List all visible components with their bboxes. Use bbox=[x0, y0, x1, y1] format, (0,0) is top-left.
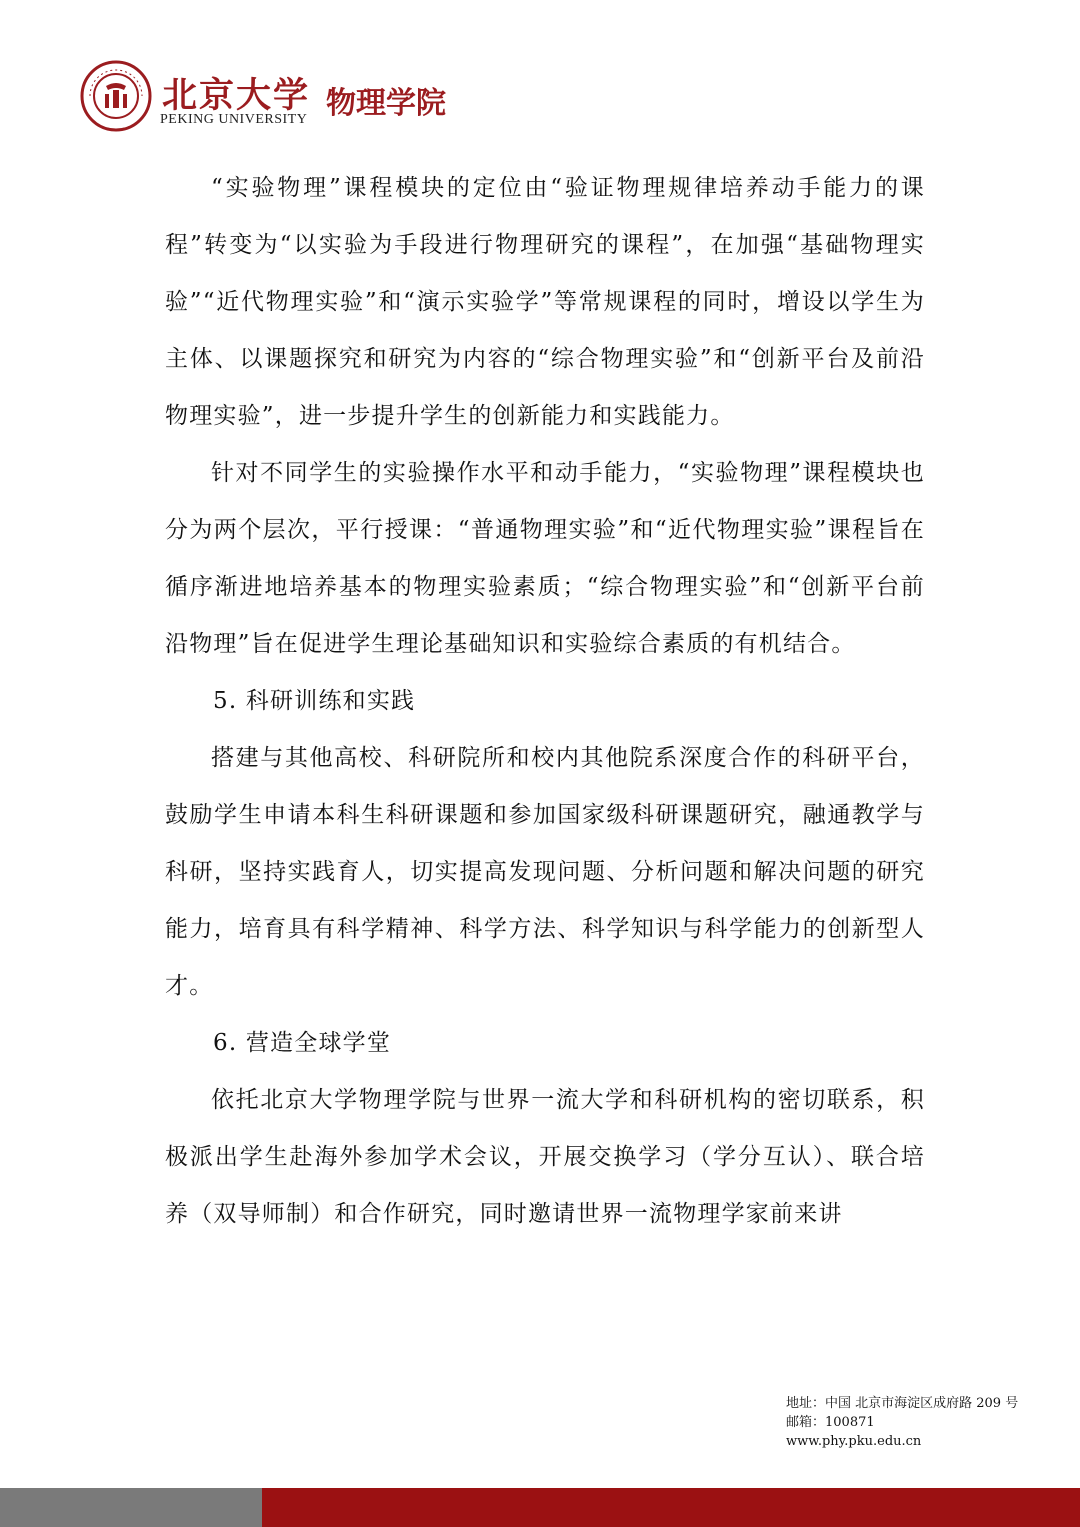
footer-bar-red bbox=[262, 1488, 1080, 1527]
department-name: 物理学院 bbox=[326, 86, 446, 121]
university-name-en: PEKING UNIVERSITY bbox=[160, 112, 308, 127]
paragraph: “实验物理”课程模块的定位由“验证物理规律培养动手能力的课程”转变为“以实验为手段进行物理研究的课程”，在加强“基础物理实验”“近代物理实验”和“演示实验学”等常规课程的同时，增设以学生为主体、以课题探究和研究为内容的“综合物理实验”和“创新平台及前沿物理实验”，进一步提升学生的创新能力和实践能力。 bbox=[165, 175, 925, 429]
footer-website: www.phy.pku.edu.cn bbox=[786, 1434, 922, 1449]
document-body bbox=[165, 160, 925, 1243]
footer-postcode: 邮箱：100871 bbox=[786, 1415, 875, 1430]
section-heading: 5. 科研训练和实践 bbox=[213, 688, 416, 714]
section-heading: 6. 营造全球学堂 bbox=[213, 1030, 392, 1056]
pku-seal-logo bbox=[80, 60, 152, 132]
paragraph: 针对不同学生的实验操作水平和动手能力，“实验物理”课程模块也分为两个层次，平行授课：“普通物理实验”和“近代物理实验”课程旨在循序渐进地培养基本的物理实验素质；“综合物理实验”和“创新平台前沿物理”旨在促进学生理论基础知识和实验综合素质的有机结合。 bbox=[165, 460, 925, 657]
footer-contact bbox=[786, 1394, 1018, 1451]
page-header bbox=[80, 60, 580, 140]
university-name-cn: 北京大学 bbox=[162, 75, 311, 116]
footer-address: 地址：中国 北京市海淀区成府路 209 号 bbox=[786, 1396, 1019, 1411]
footer-bar-gray bbox=[0, 1488, 262, 1527]
footer-bar bbox=[0, 1488, 1080, 1527]
paragraph: 搭建与其他高校、科研院所和校内其他院系深度合作的科研平台，鼓励学生申请本科生科研课题和参加国家级科研课题研究，融通教学与科研，坚持实践育人，切实提高发现问题、分析问题和解决问题的研究能力，培育具有科学精神、科学方法、科学知识与科学能力的创新型人才。 bbox=[165, 745, 925, 999]
paragraph: 依托北京大学物理学院与世界一流大学和科研机构的密切联系，积极派出学生赴海外参加学术会议，开展交换学习（学分互认）、联合培养（双导师制）和合作研究，同时邀请世界一流物理学家前来讲 bbox=[165, 1087, 925, 1227]
